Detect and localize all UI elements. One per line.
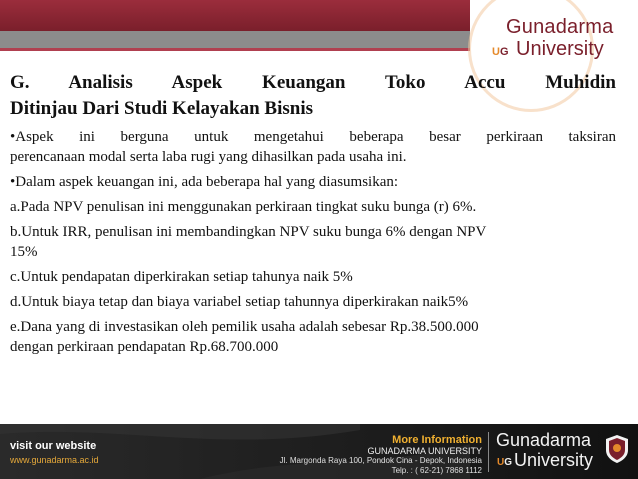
slide-title-line1: G. Analisis Aspek Keuangan Toko Accu Muhidin (10, 72, 616, 93)
logo-word-university: University (516, 38, 604, 60)
gunadarma-logo-icon (476, 8, 628, 64)
footer-university-name: GUNADARMA UNIVERSITY (367, 446, 482, 456)
bullet-aspek-line2: perencanaan modal serta laba rugi yang dihasilkan pada usaha ini. (10, 149, 407, 165)
footer-logo-university: University (514, 450, 594, 470)
footer-visit-label: visit our website (10, 440, 97, 452)
footer-telephone: Telp. : ( 62-21) 7868 1112 (391, 466, 482, 475)
bullet-asumsi: •Dalam aspek keuangan ini, ada beberapa hal yang diasumsikan: (10, 174, 399, 190)
footer-bar (0, 424, 638, 479)
list-item-d: d.Untuk biaya tetap dan biaya variabel setiap tahunnya diperkirakan naik5% (10, 294, 469, 310)
list-item-c: c.Untuk pendapatan diperkirakan setiap tahunya naik 5% (10, 269, 353, 285)
list-item-b-line2: 15% (10, 244, 38, 260)
bullet-aspek-line1: •Aspek ini berguna untuk mengetahui beberapa besar perkiraan taksiran (10, 129, 616, 145)
list-item-a: a.Pada NPV penulisan ini menggunakan perkiraan tingkat suku bunga (r) 6%. (10, 199, 477, 215)
list-item-b-line1: b.Untuk IRR, penulisan ini membandingkan NPV suku bunga 6% dengan NPV (10, 224, 487, 240)
logo-ug-mark: UG (492, 46, 509, 58)
list-item-b (10, 222, 616, 262)
footer-logo-gunadarma: Gunadarma (496, 430, 592, 450)
list-item-e-line2: dengan perkiraan pendapatan Rp.68.700.000 (10, 339, 279, 355)
header-stripe-maroon (0, 0, 470, 31)
footer-address: Jl. Margonda Raya 100, Pondok Cina - Depok, Indonesia (279, 456, 482, 465)
footer-divider (488, 432, 489, 472)
logo-word-gunadarma: Gunadarma (506, 16, 614, 38)
list-item-e-line1: e.Dana yang di investasikan oleh pemilik usaha adalah sebesar Rp.38.500.000 (10, 319, 479, 335)
list-item-e (10, 317, 616, 357)
slide-content (10, 70, 616, 357)
footer-more-info: More Information (392, 434, 482, 446)
slide-title-line2: Ditinjau Dari Studi Kelayakan Bisnis (10, 98, 314, 119)
slide-title (10, 70, 616, 122)
footer-logo-ug-mark: UG (497, 457, 513, 468)
footer-website-link[interactable]: www.gunadarma.ac.id (10, 455, 99, 465)
bullet-aspek (10, 127, 616, 167)
header-stripe-line (0, 48, 470, 51)
university-seal-icon (604, 434, 630, 464)
header-stripe-gray (0, 31, 470, 48)
